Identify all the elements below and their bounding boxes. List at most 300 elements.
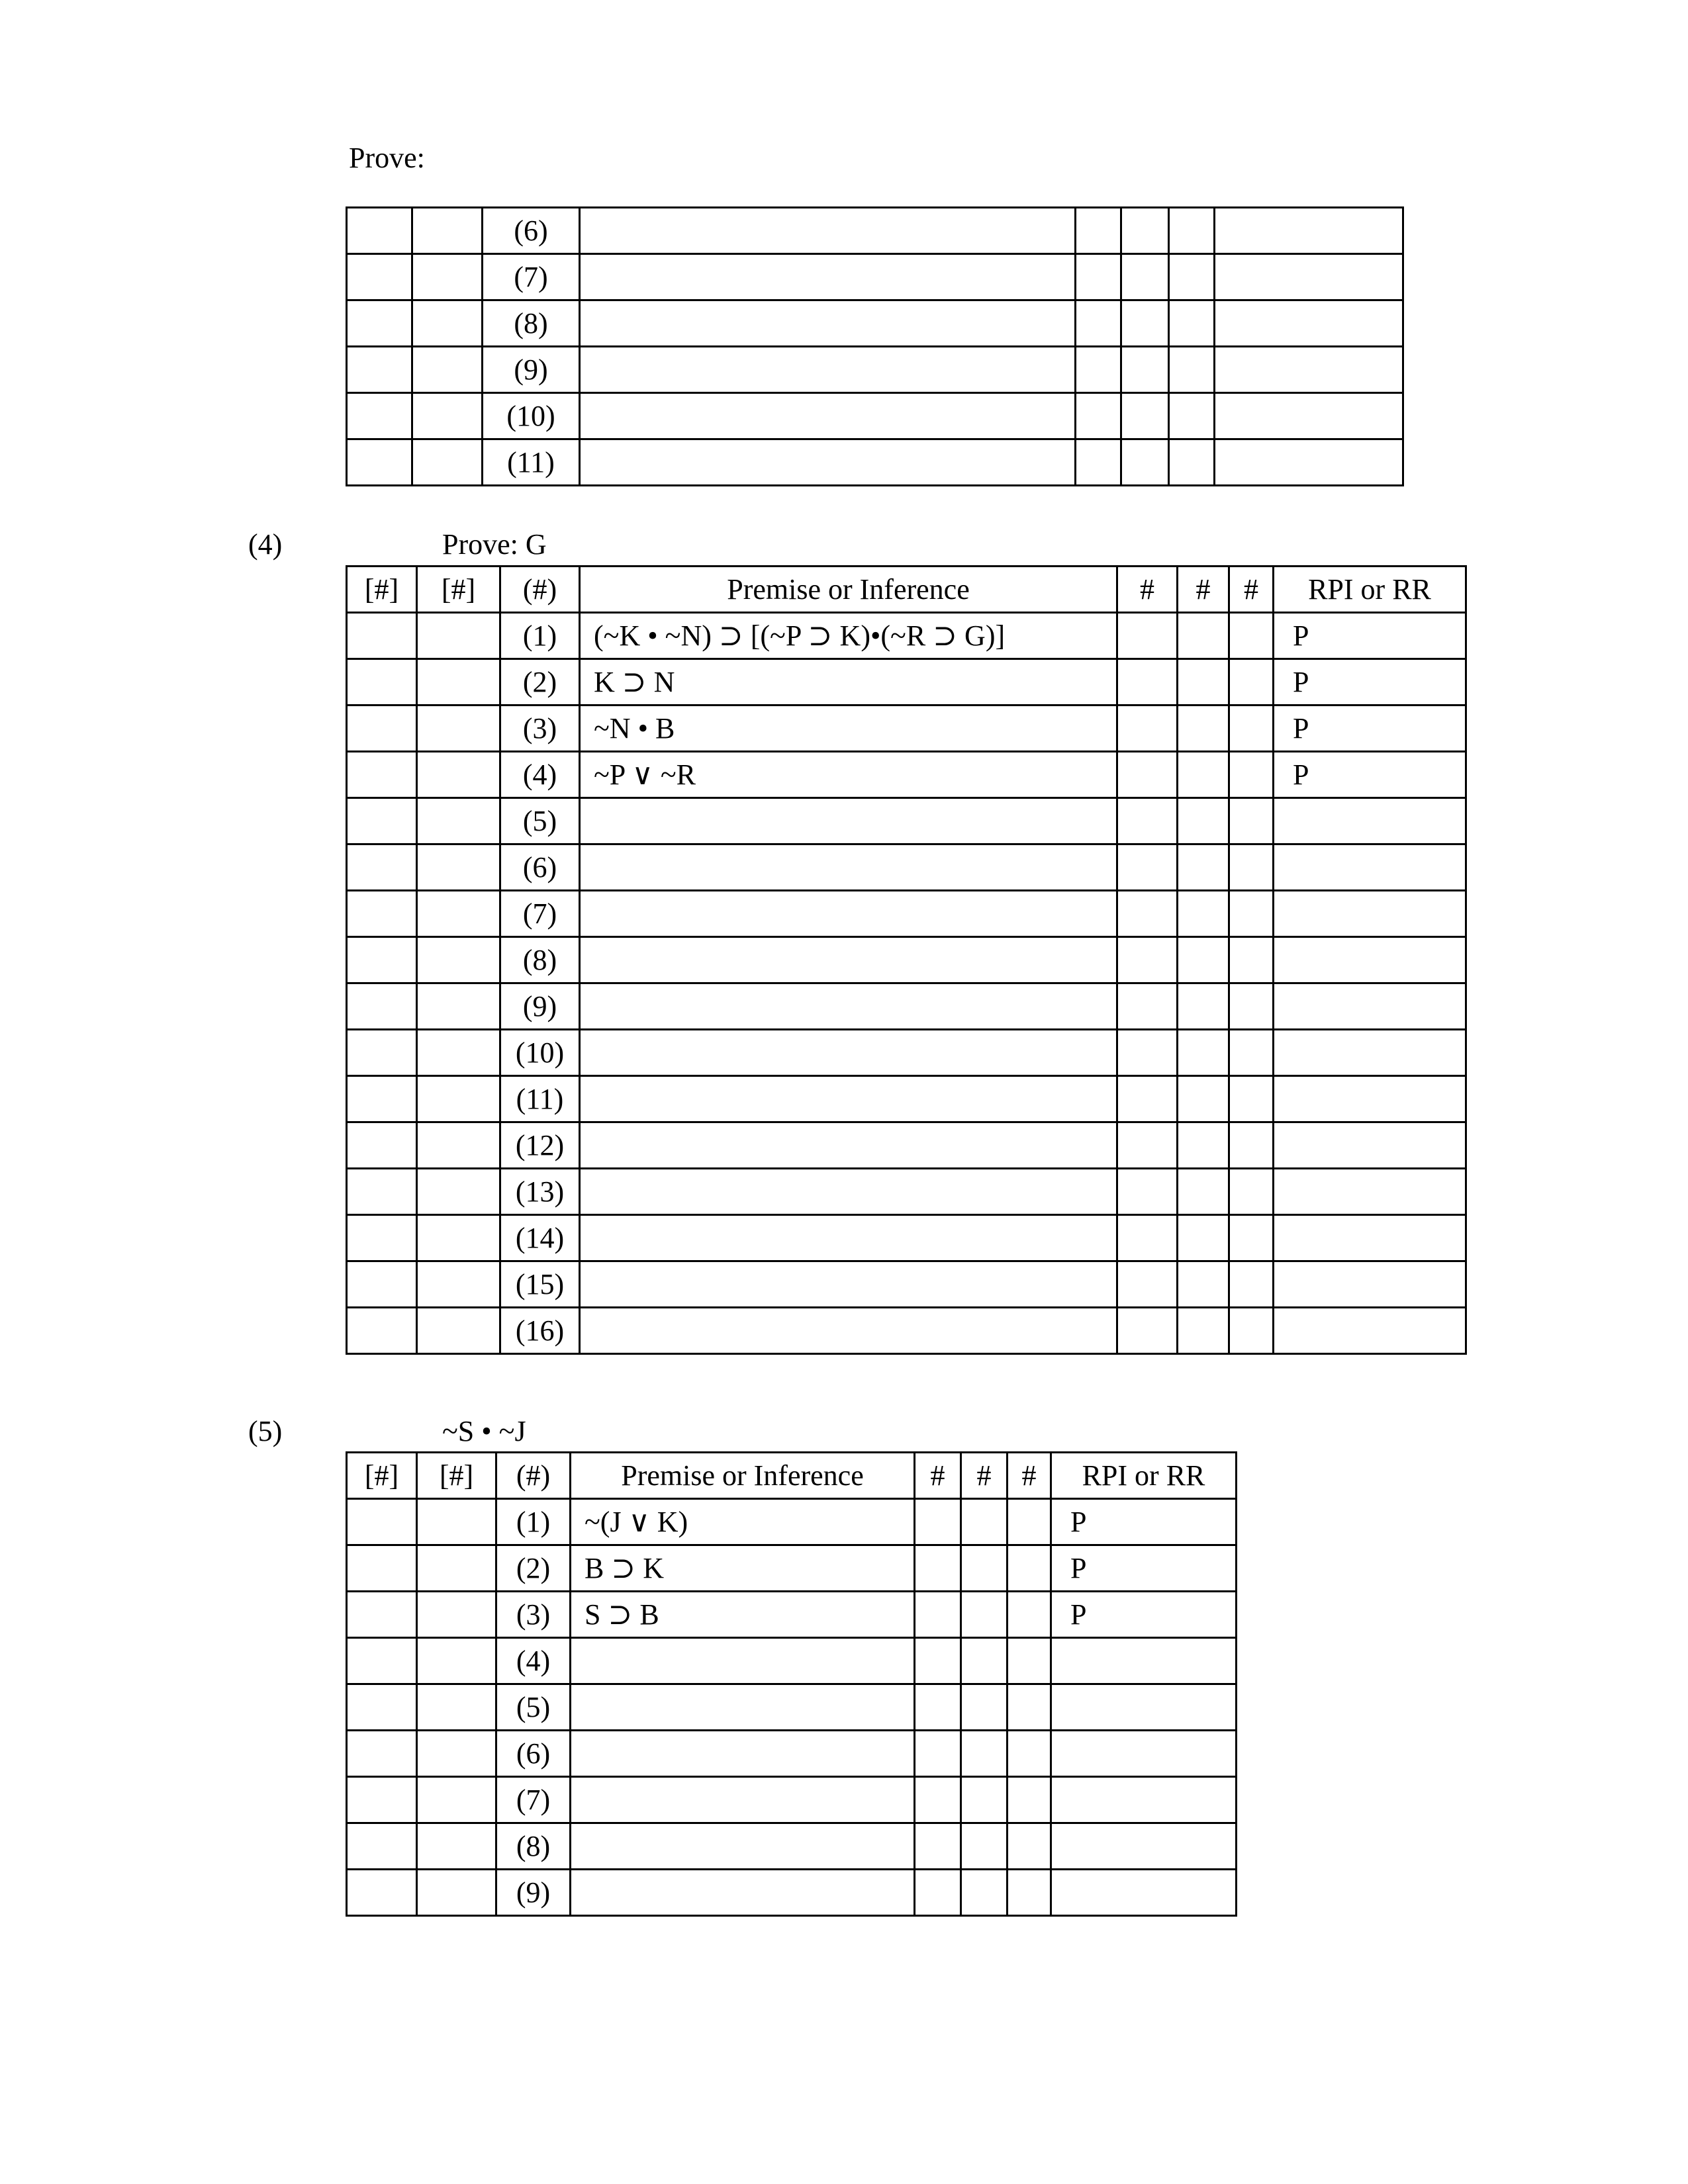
- premise-cell: (~K • ~N) ⊃ [(~P ⊃ K)•(~R ⊃ G)]: [580, 613, 1117, 659]
- ref-number-cell-1: [915, 1499, 961, 1545]
- justification-cell: P: [1051, 1545, 1237, 1592]
- header-line-number-col: (#): [500, 567, 580, 613]
- problem-4-label: (4): [248, 528, 283, 561]
- subproof-bracket-cell-1: [347, 752, 417, 798]
- line-number-cell: (6): [496, 1731, 571, 1777]
- justification-cell: [1274, 891, 1466, 937]
- premise-cell: [571, 1777, 915, 1823]
- subproof-bracket-cell-1: [347, 1545, 417, 1592]
- header-bracket-col-2: [#]: [417, 1453, 496, 1499]
- ref-number-cell-2: [1178, 752, 1229, 798]
- proof-row: [347, 1592, 1237, 1638]
- proof-row: [347, 1823, 1237, 1870]
- proof-row: [347, 705, 1466, 752]
- subproof-bracket-cell-1: [347, 1169, 417, 1215]
- ref-number-cell-1: [915, 1731, 961, 1777]
- ref-number-cell-3: [1229, 891, 1274, 937]
- subproof-bracket-cell-1: [347, 983, 417, 1030]
- justification-cell: [1274, 1122, 1466, 1169]
- ref-number-cell-3: [1229, 1308, 1274, 1354]
- header-ref-col-2: #: [961, 1453, 1008, 1499]
- subproof-bracket-cell-1: [347, 1261, 417, 1308]
- subproof-bracket-cell-1: [347, 1076, 417, 1122]
- premise-cell: [580, 798, 1117, 844]
- line-number-cell: (3): [500, 705, 580, 752]
- justification-cell: P: [1274, 752, 1466, 798]
- proof-header-row: [347, 1453, 1237, 1499]
- proof-row: [347, 891, 1466, 937]
- header-premise-col: Premise or Inference: [580, 567, 1117, 613]
- premise-cell: [580, 1122, 1117, 1169]
- subproof-bracket-cell-2: [412, 439, 483, 486]
- premise-cell: [580, 983, 1117, 1030]
- ref-number-cell-2: [1178, 1261, 1229, 1308]
- justification-cell: P: [1274, 705, 1466, 752]
- ref-number-cell-1: [915, 1870, 961, 1916]
- ref-number-cell-2: [1178, 705, 1229, 752]
- ref-number-cell-3: [1229, 1122, 1274, 1169]
- proof-row: [347, 659, 1466, 705]
- header-ref-col-1: #: [915, 1453, 961, 1499]
- ref-number-cell-1: [1076, 347, 1121, 393]
- line-number-cell: (8): [500, 937, 580, 983]
- ref-number-cell-2: [1121, 254, 1169, 300]
- ref-number-cell-1: [1076, 208, 1121, 254]
- line-number-cell: (6): [483, 208, 580, 254]
- subproof-bracket-cell-1: [347, 254, 412, 300]
- prove-label-top: Prove:: [349, 142, 425, 174]
- premise-cell: K ⊃ N: [580, 659, 1117, 705]
- line-number-cell: (1): [500, 613, 580, 659]
- proof-row: [347, 1731, 1237, 1777]
- ref-number-cell-3: [1169, 254, 1215, 300]
- subproof-bracket-cell-1: [347, 1638, 417, 1684]
- subproof-bracket-cell-1: [347, 613, 417, 659]
- subproof-bracket-cell-2: [417, 752, 500, 798]
- proof-row: [347, 613, 1466, 659]
- proof-row: [347, 439, 1403, 486]
- ref-number-cell-3: [1229, 613, 1274, 659]
- subproof-bracket-cell-1: [347, 891, 417, 937]
- ref-number-cell-3: [1008, 1545, 1051, 1592]
- premise-cell: B ⊃ K: [571, 1545, 915, 1592]
- proof-table-5: [346, 1451, 1237, 1917]
- subproof-bracket-cell-2: [417, 1731, 496, 1777]
- line-number-cell: (6): [500, 844, 580, 891]
- ref-number-cell-1: [1117, 844, 1178, 891]
- line-number-cell: (10): [500, 1030, 580, 1076]
- premise-cell: [571, 1684, 915, 1731]
- ref-number-cell-1: [915, 1545, 961, 1592]
- ref-number-cell-2: [1178, 844, 1229, 891]
- justification-cell: [1274, 983, 1466, 1030]
- justification-cell: [1274, 1030, 1466, 1076]
- justification-cell: [1274, 1215, 1466, 1261]
- subproof-bracket-cell-2: [417, 1823, 496, 1870]
- ref-number-cell-3: [1169, 208, 1215, 254]
- subproof-bracket-cell-2: [417, 1499, 496, 1545]
- ref-number-cell-3: [1169, 439, 1215, 486]
- ref-number-cell-1: [915, 1592, 961, 1638]
- subproof-bracket-cell-1: [347, 1499, 417, 1545]
- line-number-cell: (7): [496, 1777, 571, 1823]
- subproof-bracket-cell-1: [347, 798, 417, 844]
- ref-number-cell-3: [1229, 752, 1274, 798]
- subproof-bracket-cell-2: [412, 393, 483, 439]
- subproof-bracket-cell-2: [417, 1030, 500, 1076]
- header-line-number-col: (#): [496, 1453, 571, 1499]
- ref-number-cell-2: [1121, 300, 1169, 347]
- premise-cell: [571, 1870, 915, 1916]
- line-number-cell: (8): [483, 300, 580, 347]
- premise-cell: [571, 1731, 915, 1777]
- ref-number-cell-3: [1229, 1261, 1274, 1308]
- justification-cell: P: [1051, 1592, 1237, 1638]
- premise-cell: [580, 891, 1117, 937]
- justification-cell: [1215, 254, 1403, 300]
- justification-cell: [1274, 798, 1466, 844]
- ref-number-cell-1: [915, 1777, 961, 1823]
- proof-row: [347, 1777, 1237, 1823]
- ref-number-cell-2: [1178, 1169, 1229, 1215]
- justification-cell: [1274, 1261, 1466, 1308]
- header-ref-col-3: #: [1229, 567, 1274, 613]
- ref-number-cell-3: [1008, 1777, 1051, 1823]
- justification-cell: [1051, 1638, 1237, 1684]
- ref-number-cell-2: [1121, 439, 1169, 486]
- line-number-cell: (16): [500, 1308, 580, 1354]
- ref-number-cell-1: [1076, 439, 1121, 486]
- proof-row: [347, 1076, 1466, 1122]
- proof-row: [347, 1122, 1466, 1169]
- justification-cell: [1274, 844, 1466, 891]
- subproof-bracket-cell-2: [412, 254, 483, 300]
- justification-cell: [1274, 937, 1466, 983]
- ref-number-cell-2: [961, 1638, 1008, 1684]
- ref-number-cell-1: [1117, 613, 1178, 659]
- line-number-cell: (11): [483, 439, 580, 486]
- proof-row: [347, 254, 1403, 300]
- line-number-cell: (7): [483, 254, 580, 300]
- ref-number-cell-2: [1121, 393, 1169, 439]
- subproof-bracket-cell-1: [347, 937, 417, 983]
- ref-number-cell-2: [961, 1870, 1008, 1916]
- line-number-cell: (10): [483, 393, 580, 439]
- premise-cell: [580, 1261, 1117, 1308]
- ref-number-cell-3: [1169, 347, 1215, 393]
- proof-table-continuation: [346, 206, 1404, 486]
- ref-number-cell-2: [961, 1592, 1008, 1638]
- premise-cell: [580, 1308, 1117, 1354]
- line-number-cell: (12): [500, 1122, 580, 1169]
- subproof-bracket-cell-1: [347, 1823, 417, 1870]
- subproof-bracket-cell-1: [347, 439, 412, 486]
- line-number-cell: (7): [500, 891, 580, 937]
- proof-row: [347, 1030, 1466, 1076]
- ref-number-cell-1: [1117, 1030, 1178, 1076]
- justification-cell: [1051, 1870, 1237, 1916]
- subproof-bracket-cell-1: [347, 1592, 417, 1638]
- premise-cell: [580, 937, 1117, 983]
- subproof-bracket-cell-1: [347, 705, 417, 752]
- ref-number-cell-3: [1229, 1169, 1274, 1215]
- subproof-bracket-cell-2: [412, 347, 483, 393]
- subproof-bracket-cell-2: [417, 1169, 500, 1215]
- proof-row: [347, 983, 1466, 1030]
- ref-number-cell-2: [1178, 1215, 1229, 1261]
- justification-cell: P: [1274, 613, 1466, 659]
- ref-number-cell-2: [961, 1499, 1008, 1545]
- ref-number-cell-2: [1178, 1076, 1229, 1122]
- subproof-bracket-cell-1: [347, 1870, 417, 1916]
- proof-row: [347, 937, 1466, 983]
- premise-cell: [580, 208, 1076, 254]
- ref-number-cell-2: [1178, 1030, 1229, 1076]
- premise-cell: [580, 1076, 1117, 1122]
- premise-cell: [571, 1823, 915, 1870]
- premise-cell: [580, 1030, 1117, 1076]
- ref-number-cell-1: [1117, 1169, 1178, 1215]
- ref-number-cell-1: [915, 1638, 961, 1684]
- line-number-cell: (5): [500, 798, 580, 844]
- ref-number-cell-3: [1008, 1823, 1051, 1870]
- justification-cell: [1215, 208, 1403, 254]
- ref-number-cell-3: [1229, 844, 1274, 891]
- premise-cell: [580, 254, 1076, 300]
- header-ref-col-2: #: [1178, 567, 1229, 613]
- ref-number-cell-1: [1117, 659, 1178, 705]
- subproof-bracket-cell-2: [417, 1545, 496, 1592]
- subproof-bracket-cell-1: [347, 1215, 417, 1261]
- premise-cell: [580, 844, 1117, 891]
- proof-row: [347, 1870, 1237, 1916]
- justification-cell: [1051, 1684, 1237, 1731]
- proof-row: [347, 1684, 1237, 1731]
- proof-row: [347, 1215, 1466, 1261]
- subproof-bracket-cell-2: [417, 1076, 500, 1122]
- subproof-bracket-cell-1: [347, 208, 412, 254]
- proof-row: [347, 1499, 1237, 1545]
- ref-number-cell-2: [961, 1777, 1008, 1823]
- subproof-bracket-cell-2: [417, 1122, 500, 1169]
- proof-row: [347, 347, 1403, 393]
- proof-header-row: [347, 567, 1466, 613]
- subproof-bracket-cell-2: [417, 1308, 500, 1354]
- justification-cell: [1215, 393, 1403, 439]
- proof-row: [347, 1169, 1466, 1215]
- ref-number-cell-2: [1178, 613, 1229, 659]
- subproof-bracket-cell-1: [347, 347, 412, 393]
- subproof-bracket-cell-1: [347, 300, 412, 347]
- ref-number-cell-1: [1076, 393, 1121, 439]
- ref-number-cell-1: [1117, 891, 1178, 937]
- premise-cell: [580, 300, 1076, 347]
- justification-cell: [1274, 1308, 1466, 1354]
- proof-row: [347, 1261, 1466, 1308]
- ref-number-cell-3: [1008, 1638, 1051, 1684]
- ref-number-cell-1: [1117, 937, 1178, 983]
- line-number-cell: (2): [500, 659, 580, 705]
- line-number-cell: (5): [496, 1684, 571, 1731]
- ref-number-cell-3: [1229, 659, 1274, 705]
- ref-number-cell-3: [1008, 1499, 1051, 1545]
- ref-number-cell-1: [1117, 983, 1178, 1030]
- line-number-cell: (9): [483, 347, 580, 393]
- ref-number-cell-3: [1229, 798, 1274, 844]
- problem-4-heading: Prove: G: [442, 528, 547, 561]
- premise-cell: S ⊃ B: [571, 1592, 915, 1638]
- premise-cell: ~N • B: [580, 705, 1117, 752]
- header-ref-col-1: #: [1117, 567, 1178, 613]
- justification-cell: [1215, 347, 1403, 393]
- ref-number-cell-1: [1076, 300, 1121, 347]
- premise-cell: [580, 393, 1076, 439]
- line-number-cell: (4): [496, 1638, 571, 1684]
- ref-number-cell-3: [1008, 1684, 1051, 1731]
- justification-cell: P: [1051, 1499, 1237, 1545]
- line-number-cell: (8): [496, 1823, 571, 1870]
- ref-number-cell-2: [1121, 208, 1169, 254]
- ref-number-cell-3: [1229, 1215, 1274, 1261]
- subproof-bracket-cell-1: [347, 1030, 417, 1076]
- subproof-bracket-cell-2: [417, 1261, 500, 1308]
- subproof-bracket-cell-2: [417, 1215, 500, 1261]
- header-bracket-col-1: [#]: [347, 1453, 417, 1499]
- premise-cell: [580, 347, 1076, 393]
- ref-number-cell-3: [1229, 1076, 1274, 1122]
- ref-number-cell-1: [915, 1823, 961, 1870]
- justification-cell: [1051, 1823, 1237, 1870]
- line-number-cell: (4): [500, 752, 580, 798]
- line-number-cell: (9): [500, 983, 580, 1030]
- subproof-bracket-cell-2: [417, 798, 500, 844]
- subproof-bracket-cell-2: [417, 937, 500, 983]
- proof-row: [347, 1545, 1237, 1592]
- line-number-cell: (15): [500, 1261, 580, 1308]
- subproof-bracket-cell-1: [347, 1731, 417, 1777]
- premise-cell: [571, 1638, 915, 1684]
- ref-number-cell-1: [1117, 1076, 1178, 1122]
- ref-number-cell-2: [1178, 798, 1229, 844]
- ref-number-cell-1: [915, 1684, 961, 1731]
- subproof-bracket-cell-2: [417, 1684, 496, 1731]
- proof-row: [347, 300, 1403, 347]
- subproof-bracket-cell-2: [417, 1777, 496, 1823]
- ref-number-cell-1: [1117, 798, 1178, 844]
- header-justification-col: RPI or RR: [1051, 1453, 1237, 1499]
- ref-number-cell-2: [1178, 1308, 1229, 1354]
- proof-row: [347, 208, 1403, 254]
- ref-number-cell-1: [1117, 1261, 1178, 1308]
- subproof-bracket-cell-1: [347, 1684, 417, 1731]
- ref-number-cell-1: [1076, 254, 1121, 300]
- premise-cell: [580, 1169, 1117, 1215]
- subproof-bracket-cell-2: [417, 1638, 496, 1684]
- ref-number-cell-2: [1178, 1122, 1229, 1169]
- ref-number-cell-2: [1178, 937, 1229, 983]
- line-number-cell: (2): [496, 1545, 571, 1592]
- ref-number-cell-3: [1169, 300, 1215, 347]
- subproof-bracket-cell-1: [347, 1308, 417, 1354]
- ref-number-cell-3: [1008, 1592, 1051, 1638]
- premise-cell: [580, 1215, 1117, 1261]
- ref-number-cell-1: [1117, 705, 1178, 752]
- ref-number-cell-1: [1117, 1122, 1178, 1169]
- proof-table-4: [346, 565, 1467, 1355]
- subproof-bracket-cell-1: [347, 1777, 417, 1823]
- problem-5-label: (5): [248, 1415, 283, 1447]
- proof-row: [347, 798, 1466, 844]
- subproof-bracket-cell-2: [417, 659, 500, 705]
- proof-row: [347, 393, 1403, 439]
- ref-number-cell-1: [1117, 752, 1178, 798]
- proof-row: [347, 752, 1466, 798]
- ref-number-cell-1: [1117, 1308, 1178, 1354]
- subproof-bracket-cell-2: [417, 983, 500, 1030]
- subproof-bracket-cell-2: [417, 1870, 496, 1916]
- justification-cell: [1051, 1731, 1237, 1777]
- ref-number-cell-2: [1178, 659, 1229, 705]
- subproof-bracket-cell-1: [347, 393, 412, 439]
- proof-row: [347, 844, 1466, 891]
- ref-number-cell-2: [961, 1684, 1008, 1731]
- justification-cell: [1274, 1076, 1466, 1122]
- justification-cell: [1051, 1777, 1237, 1823]
- premise-cell: ~P ∨ ~R: [580, 752, 1117, 798]
- proof-row: [347, 1308, 1466, 1354]
- line-number-cell: (3): [496, 1592, 571, 1638]
- ref-number-cell-1: [1117, 1215, 1178, 1261]
- header-bracket-col-1: [#]: [347, 567, 417, 613]
- line-number-cell: (11): [500, 1076, 580, 1122]
- ref-number-cell-3: [1229, 1030, 1274, 1076]
- justification-cell: [1215, 439, 1403, 486]
- ref-number-cell-3: [1229, 983, 1274, 1030]
- subproof-bracket-cell-2: [417, 1592, 496, 1638]
- ref-number-cell-2: [961, 1545, 1008, 1592]
- subproof-bracket-cell-1: [347, 844, 417, 891]
- line-number-cell: (9): [496, 1870, 571, 1916]
- premise-cell: [580, 439, 1076, 486]
- subproof-bracket-cell-2: [412, 300, 483, 347]
- justification-cell: [1215, 300, 1403, 347]
- subproof-bracket-cell-2: [417, 705, 500, 752]
- ref-number-cell-3: [1169, 393, 1215, 439]
- subproof-bracket-cell-1: [347, 1122, 417, 1169]
- subproof-bracket-cell-1: [347, 659, 417, 705]
- header-ref-col-3: #: [1008, 1453, 1051, 1499]
- ref-number-cell-2: [961, 1731, 1008, 1777]
- ref-number-cell-3: [1008, 1870, 1051, 1916]
- justification-cell: P: [1274, 659, 1466, 705]
- ref-number-cell-3: [1229, 705, 1274, 752]
- proof-row: [347, 1638, 1237, 1684]
- subproof-bracket-cell-2: [417, 891, 500, 937]
- line-number-cell: (14): [500, 1215, 580, 1261]
- premise-cell: ~(J ∨ K): [571, 1499, 915, 1545]
- ref-number-cell-3: [1229, 937, 1274, 983]
- header-justification-col: RPI or RR: [1274, 567, 1466, 613]
- ref-number-cell-2: [1178, 983, 1229, 1030]
- subproof-bracket-cell-2: [417, 613, 500, 659]
- subproof-bracket-cell-2: [417, 844, 500, 891]
- subproof-bracket-cell-2: [412, 208, 483, 254]
- ref-number-cell-2: [1178, 891, 1229, 937]
- ref-number-cell-3: [1008, 1731, 1051, 1777]
- ref-number-cell-2: [961, 1823, 1008, 1870]
- justification-cell: [1274, 1169, 1466, 1215]
- line-number-cell: (1): [496, 1499, 571, 1545]
